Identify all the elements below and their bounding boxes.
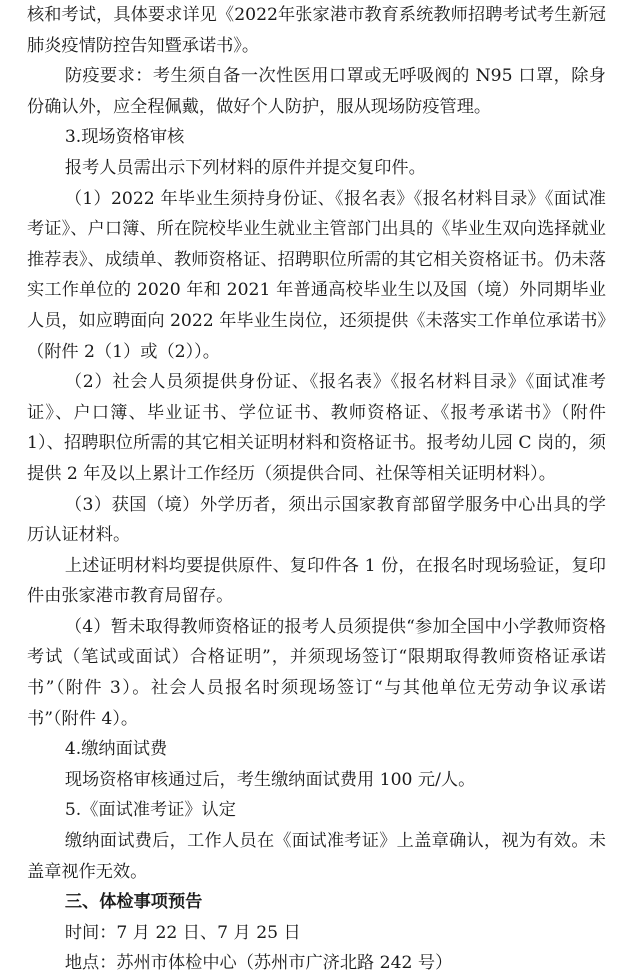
paragraph-medical-exam-location: 地点：苏州市体检中心（苏州市广济北路 242 号） <box>64 953 453 974</box>
paragraph-originals-and-copies: 上述证明材料均要提供原件、复印件各 1 份，在报名时现场验证，复印件由张家港市教育局留存。 <box>27 555 606 607</box>
paragraph-item-3-overseas-degree: （3）获国（境）外学历者，须出示国家教育部留学服务中心出具的学历认证材料。 <box>27 494 606 546</box>
paragraph-stamp-confirmation: 缴纳面试费后，工作人员在《面试准考证》上盖章确认，视为有效。未盖章视作无效。 <box>27 831 606 882</box>
subheading-onsite-qualification-review: 3.现场资格审核 <box>64 127 185 148</box>
paragraph-epidemic-requirements: 防疫要求：考生须自备一次性医用口罩或无呼吸阀的 N95 口罩，除身份确认外，应全程佩戴，做好个人防护，服从现场防疫管理。 <box>27 66 606 117</box>
paragraph-item-2-social-candidates: （2）社会人员须提供身份证、《报名表》《报名材料目录》《面试准考证》、户口簿、毕业证书、学位证书、教师资格证、《报考承诺书》（附件 1）、招聘职位所需的其它相关证明材料和资格证书。报考幼儿园 C 岗的，须提供 2 年及以上累计工作经历（须提供合同、社保等相关证明材料）。 <box>27 372 606 484</box>
paragraph-interview-fee: 现场资格审核通过后，考生缴纳面试费用 100 元/人。 <box>64 769 476 790</box>
section-heading-medical-exam: 三、体检事项预告 <box>64 892 203 913</box>
paragraph-item-1-graduates: （1）2022 年毕业生须持身份证、《报名表》《报名材料目录》《面试准考证》、户口簿、所在院校毕业生就业主管部门出具的《毕业生双向选择就业推荐表》、成绩单、教师资格证、招聘职位所需的其它相关资格证书。仍未落实工作单位的 2020 年和 2021 年普通高校毕业生以及国（境）外同期毕业人员，如应聘面向 2022 年毕业生岗位，还须提供《未落实工作单位承诺书》（附件 2（1）或（2））。 <box>27 188 606 362</box>
paragraph-medical-exam-time: 时间：7 月 22 日、7 月 25 日 <box>64 922 301 943</box>
subheading-admission-ticket-confirmation: 5.《面试准考证》认定 <box>64 800 236 821</box>
paragraph-required-materials-intro: 报考人员需出示下列材料的原件并提交复印件。 <box>64 157 426 178</box>
paragraph-item-4-teacher-certificate: （4）暂未取得教师资格证的报考人员须提供“参加全国中小学教师资格考试（笔试或面试）合格证明”，并须现场签订“限期取得教师资格证承诺书”（附件 3）。社会人员报名时须现场签订“与其他单位无劳动争议承诺书”（附件 4）。 <box>27 616 606 729</box>
subheading-pay-interview-fee: 4.缴纳面试费 <box>64 739 168 760</box>
paragraph-exam-notice-continuation: 核和考试，具体要求详见《2022年张家港市教育系统教师招聘考试考生新冠肺炎疫情防控告知暨承诺书》。 <box>27 5 606 56</box>
